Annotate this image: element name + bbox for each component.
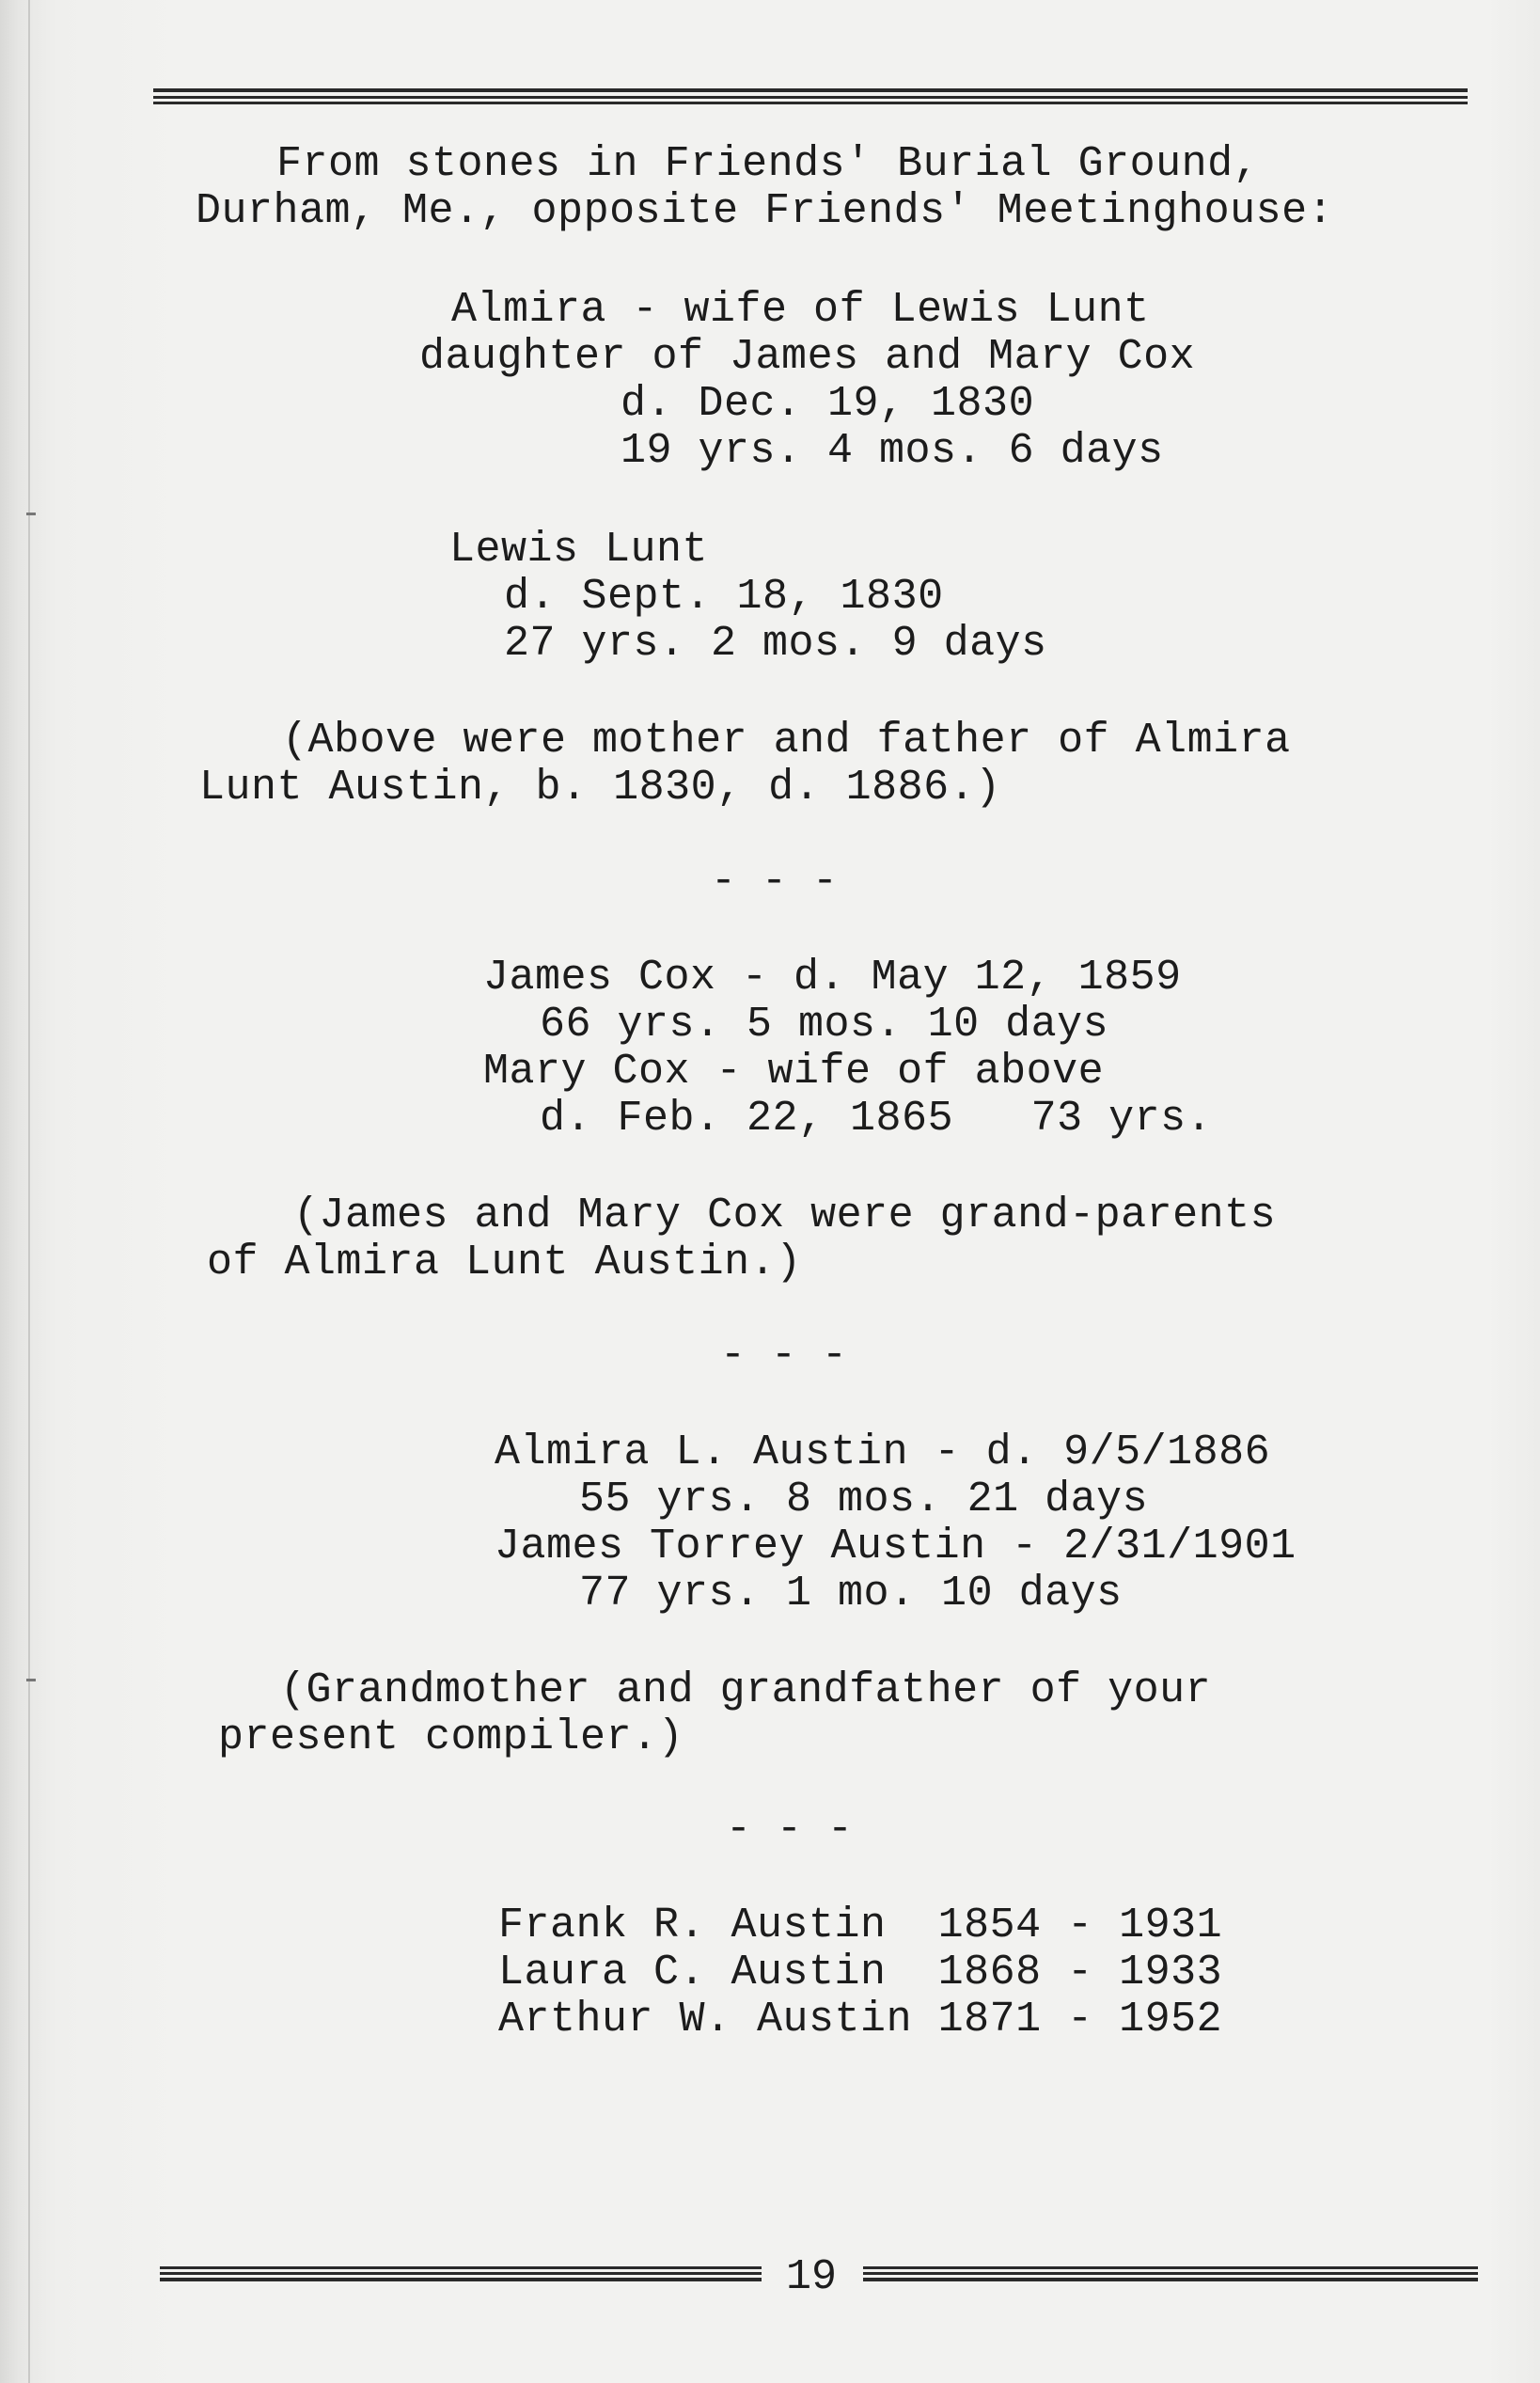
note-line: present compiler.) — [218, 1713, 684, 1761]
entry-line: d. Sept. 18, 1830 — [504, 573, 944, 621]
intro-line: From stones in Friends' Burial Ground, — [276, 140, 1260, 188]
entry-line: Laura C. Austin 1868 - 1933 — [498, 1949, 1223, 1996]
note-line: (Above were mother and father of Almira — [282, 717, 1291, 765]
entry-line: d. Feb. 22, 1865 73 yrs. — [540, 1095, 1213, 1143]
entry-line: Arthur W. Austin 1871 - 1952 — [498, 1996, 1223, 2044]
entry-line: James Cox - d. May 12, 1859 — [483, 954, 1182, 1002]
entry-line: Frank R. Austin 1854 - 1931 — [498, 1902, 1223, 1949]
top-rule — [153, 88, 1468, 105]
entry-line: d. Dec. 19, 1830 — [621, 380, 1035, 428]
intro-line: Durham, Me., opposite Friends' Meetinghouse: — [196, 187, 1334, 235]
note-line: (James and Mary Cox were grand-parents — [293, 1192, 1277, 1239]
entry-line: 77 yrs. 1 mo. 10 days — [579, 1570, 1123, 1618]
bottom-rule-right — [863, 2266, 1478, 2283]
bottom-rule-left — [160, 2266, 762, 2283]
entry-line: Almira - wife of Lewis Lunt — [451, 286, 1150, 334]
separator: - - - — [726, 1806, 854, 1854]
staple-mark — [26, 513, 36, 515]
separator: - - - — [711, 858, 839, 906]
entry-line: Mary Cox - wife of above — [483, 1048, 1105, 1096]
entry-line: 19 yrs. 4 mos. 6 days — [621, 427, 1164, 475]
entry-line: James Torrey Austin - 2/31/1901 — [495, 1523, 1296, 1570]
entry-line: Almira L. Austin - d. 9/5/1886 — [495, 1428, 1271, 1476]
binding-edge — [28, 0, 30, 2383]
page-number: 19 — [786, 2253, 838, 2301]
entry-line: Lewis Lunt — [449, 526, 709, 574]
separator: - - - — [720, 1332, 848, 1380]
entry-line: 55 yrs. 8 mos. 21 days — [579, 1476, 1149, 1523]
entry-line: 66 yrs. 5 mos. 10 days — [540, 1001, 1109, 1049]
entry-line: daughter of James and Mary Cox — [419, 333, 1196, 381]
note-line: of Almira Lunt Austin.) — [207, 1239, 802, 1286]
entry-line: 27 yrs. 2 mos. 9 days — [504, 620, 1047, 668]
note-line: Lunt Austin, b. 1830, d. 1886.) — [199, 764, 1001, 812]
staple-mark — [26, 1679, 36, 1681]
note-line: (Grandmother and grandfather of your — [280, 1666, 1212, 1714]
